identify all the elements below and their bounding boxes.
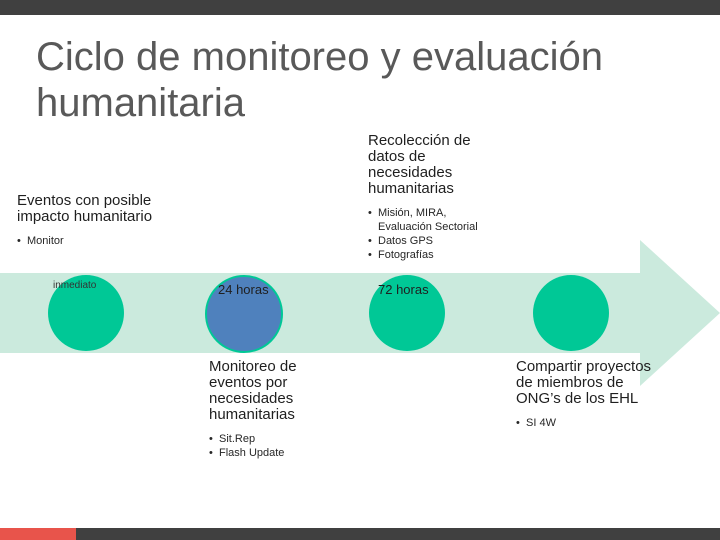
circle-label-1: inmediato <box>53 280 97 291</box>
step-2 <box>209 359 339 460</box>
bottom-bar <box>0 528 720 540</box>
step-1 <box>17 193 167 248</box>
step-3 <box>368 133 503 262</box>
step-1-bullet: • Monitor <box>17 234 167 248</box>
circle-step-4 <box>533 275 609 351</box>
step-4 <box>516 359 666 430</box>
bottom-accent <box>0 528 76 540</box>
step-2-bullet: • Flash Update <box>209 446 339 460</box>
slide-title: Ciclo de monitoreo y evaluación humanitaria <box>36 35 603 125</box>
circle-label-3: 72 horas <box>378 282 429 297</box>
step-3-bullet: • Fotografías <box>368 248 503 262</box>
step-3-bullet: • Datos GPS <box>368 234 503 248</box>
step-2-bullets <box>209 432 339 460</box>
step-1-heading: Eventos con posible impacto humanitario <box>17 192 153 225</box>
step-3-heading: Recolección de datos de necesidades humanitarias <box>368 132 471 197</box>
step-3-bullet: • Misión, MIRA, Evaluación Sectorial <box>368 206 503 234</box>
step-3-bullets <box>368 206 503 262</box>
step-4-heading: Compartir proyectos de miembros de ONG’s de los EHL <box>516 358 652 407</box>
step-2-bullet: • Sit.Rep <box>209 432 339 446</box>
step-2-heading: Monitoreo de eventos por necesidades humanitarias <box>209 358 297 423</box>
step-4-bullets <box>516 416 666 430</box>
circle-label-2: 24 horas <box>218 282 269 297</box>
step-1-bullets <box>17 234 167 248</box>
step-4-bullet: • SI 4W <box>516 416 666 430</box>
